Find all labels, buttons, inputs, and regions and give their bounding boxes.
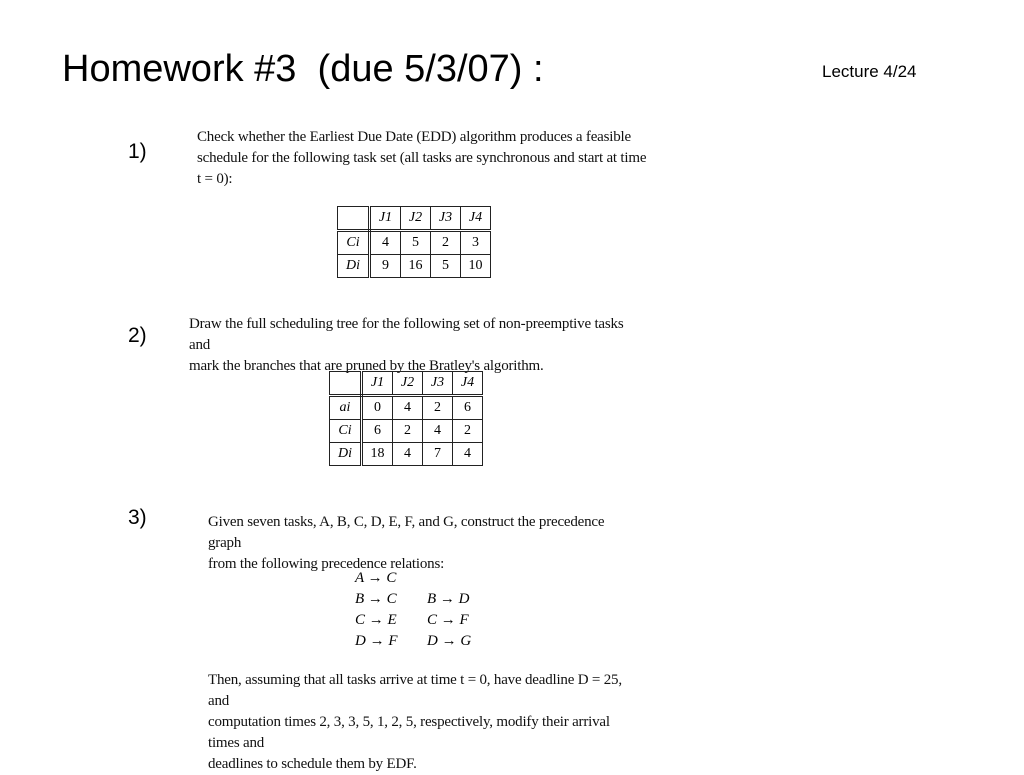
problem-3-text <box>208 512 638 575</box>
table-cell: 2 <box>431 231 461 255</box>
table-cell: 16 <box>401 255 431 278</box>
table-row <box>338 255 491 278</box>
problem-1-table <box>337 206 491 278</box>
problem-3-text-2 <box>208 670 638 775</box>
problem-2-table <box>329 371 483 466</box>
table-cell: 2 <box>453 420 483 443</box>
table-header-cell: J1 <box>370 207 401 231</box>
problem-3-line: deadlines to schedule them by EDF. <box>208 756 417 772</box>
table-row <box>330 420 483 443</box>
table-cell: 7 <box>423 443 453 466</box>
table-cell: Ci <box>338 231 370 255</box>
problem-3-number: 3) <box>128 506 147 529</box>
relation-row <box>355 589 515 610</box>
precedence-relations <box>355 568 515 652</box>
table-cell: Di <box>330 443 362 466</box>
relation: D → F <box>355 633 398 649</box>
problem-2-number: 2) <box>128 324 147 347</box>
relation: C → F <box>427 612 469 628</box>
table-cell: 10 <box>461 255 491 278</box>
table-cell: 5 <box>431 255 461 278</box>
problem-3-line: Then, assuming that all tasks arrive at time t = 0, have deadline D = 25, and <box>208 672 622 709</box>
lecture-label: Lecture 4/24 <box>822 62 917 81</box>
relation: A → C <box>355 570 397 586</box>
relation-row <box>355 631 515 652</box>
problem-1-text <box>197 127 647 190</box>
problem-1-line: t = 0): <box>197 171 233 187</box>
relation-row <box>355 610 515 631</box>
table-cell: 18 <box>362 443 393 466</box>
relation-row <box>355 568 515 589</box>
problem-2-text <box>189 314 639 377</box>
table-cell: 0 <box>362 396 393 420</box>
table-row <box>330 443 483 466</box>
problem-2-line: Draw the full scheduling tree for the following set of non-preemptive tasks and <box>189 316 624 353</box>
table-header-cell: J2 <box>393 372 423 396</box>
problem-3-line: computation times 2, 3, 3, 5, 1, 2, 5, respectively, modify their arrival times and <box>208 714 610 751</box>
table-cell: 4 <box>423 420 453 443</box>
table-cell: 4 <box>393 396 423 420</box>
problem-1-line: schedule for the following task set (all tasks are synchronous and start at time <box>197 150 647 166</box>
table-cell: 9 <box>370 255 401 278</box>
table-header-cell: J1 <box>362 372 393 396</box>
table-cell: ai <box>330 396 362 420</box>
table-header-cell: J3 <box>431 207 461 231</box>
table-cell: 3 <box>461 231 491 255</box>
table-row <box>338 231 491 255</box>
table-cell: Ci <box>330 420 362 443</box>
problem-2-line: mark the branches that are pruned by the Bratley's algorithm. <box>189 358 544 374</box>
table-cell: 4 <box>370 231 401 255</box>
table-header-cell: J4 <box>453 372 483 396</box>
problem-3-line: Given seven tasks, A, B, C, D, E, F, and G, construct the precedence graph <box>208 514 605 551</box>
table-cell: Di <box>338 255 370 278</box>
table-header-cell: J4 <box>461 207 491 231</box>
table-cell: 4 <box>453 443 483 466</box>
table-row <box>330 396 483 420</box>
table-cell: 6 <box>453 396 483 420</box>
relation: C → E <box>355 612 397 628</box>
table-header-cell <box>338 207 370 231</box>
relation: D → G <box>427 633 472 649</box>
problem-1-line: Check whether the Earliest Due Date (EDD) algorithm produces a feasible <box>197 129 631 145</box>
table-cell: 6 <box>362 420 393 443</box>
problem-1-number: 1) <box>128 140 147 163</box>
table-cell: 2 <box>393 420 423 443</box>
relation: B → C <box>355 591 397 607</box>
relation: B → D <box>427 591 470 607</box>
table-cell: 5 <box>401 231 431 255</box>
table-cell: 2 <box>423 396 453 420</box>
table-cell: 4 <box>393 443 423 466</box>
table-header-cell <box>330 372 362 396</box>
table-header-cell: J3 <box>423 372 453 396</box>
slide-title: Homework #3 (due 5/3/07) : <box>62 48 544 90</box>
table-header-cell: J2 <box>401 207 431 231</box>
problem-3-line: from the following precedence relations: <box>208 556 445 572</box>
